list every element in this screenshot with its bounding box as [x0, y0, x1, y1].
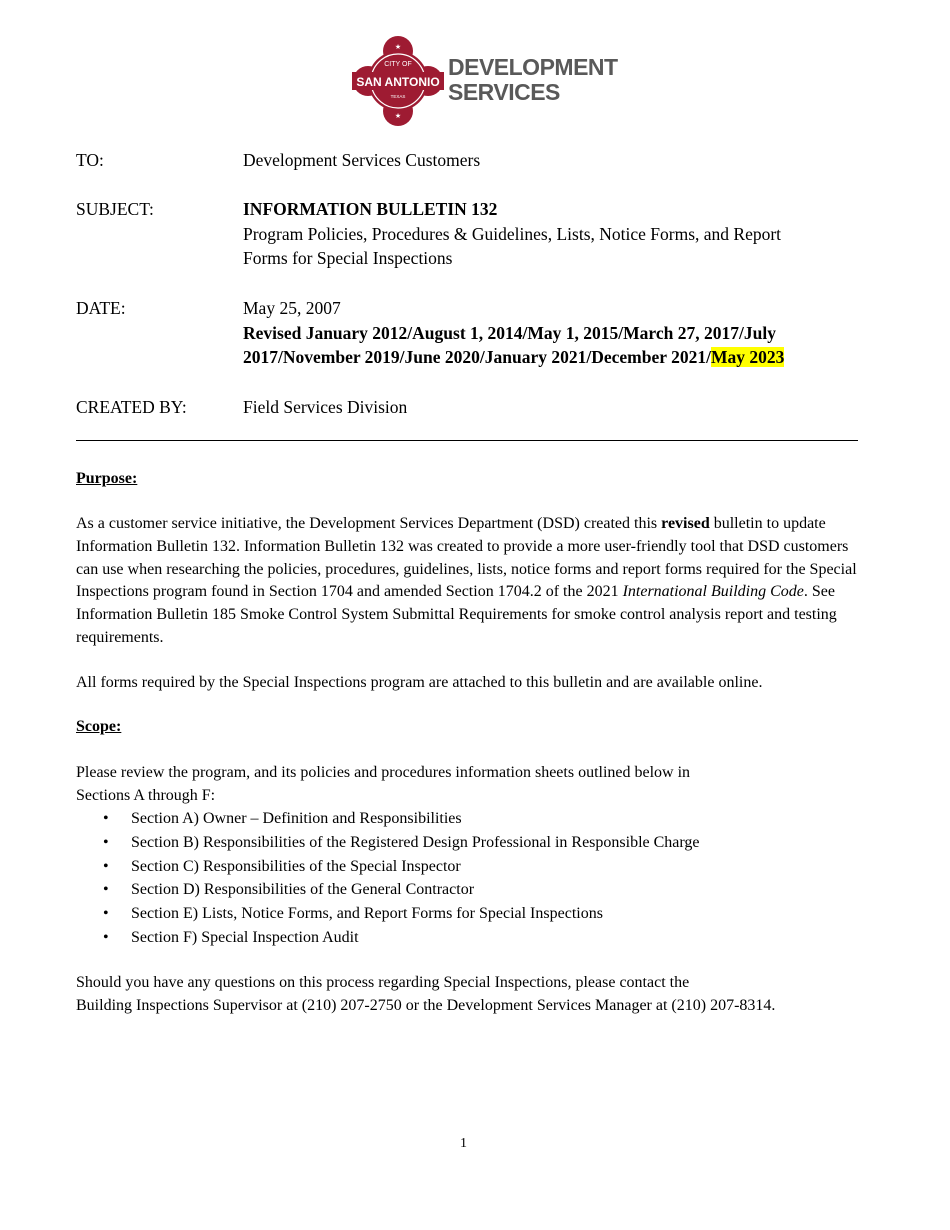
- scope-intro-line1: Please review the program, and its policies and procedures information sheets outlined below in: [76, 764, 691, 781]
- subject-value: [243, 197, 863, 271]
- svg-text:CITY OF: CITY OF: [384, 61, 412, 68]
- contact-paragraph: [76, 972, 860, 1018]
- to-value: Development Services Customers: [243, 150, 481, 170]
- header-divider: [76, 440, 858, 441]
- list-item: • Section D) Responsibilities of the General Contractor: [76, 878, 700, 902]
- list-item: • Section F) Special Inspection Audit: [76, 926, 700, 950]
- to-label: TO:: [76, 150, 104, 170]
- subject-line1: Program Policies, Procedures & Guidelines, Lists, Notice Forms, and Report: [243, 223, 782, 244]
- svg-text:★: ★: [394, 112, 402, 120]
- purpose-text-bold: revised: [661, 515, 710, 532]
- list-item: • Section E) Lists, Notice Forms, and Report Forms for Special Inspections: [76, 902, 700, 926]
- list-item: • Section B) Responsibilities of the Registered Design Professional in Responsible Charge: [76, 831, 700, 855]
- svg-text:TEXAS: TEXAS: [390, 94, 406, 99]
- list-item: • Section A) Owner – Definition and Responsibilities: [76, 807, 700, 831]
- city-seal-icon: [352, 36, 444, 126]
- purpose-text-italic: International Building Code: [622, 583, 804, 601]
- purpose-heading: Purpose:: [76, 470, 138, 487]
- purpose-text-b: bulletin to update Information Bulletin 132. Information Bulletin 132 was created to provide a more user-friendly tool that DSD customers can use when researching the policies, procedures, guidelines, lists, notice forms and report forms required for the Special Inspections program found in Section 1704 and amended Section 1704.2 of the 2021: [76, 515, 857, 601]
- date-value: [243, 296, 863, 370]
- page-number: 1: [460, 1136, 467, 1151]
- subject-label: SUBJECT:: [76, 199, 154, 219]
- subject-line2: Forms for Special Inspections: [243, 248, 453, 268]
- revised-line2: 2017/November 2019/June 2020/January 2021/December 2021/: [243, 347, 711, 367]
- created-value: Field Services Division: [243, 397, 408, 417]
- date-label: DATE:: [76, 298, 126, 318]
- purpose-text-c: . See Information Bulletin 185 Smoke Control System Submittal Requirements for smoke control analysis report and testing requirements.: [76, 583, 837, 646]
- svg-text:SAN ANTONIO: SAN ANTONIO: [356, 75, 440, 89]
- scope-heading: Scope:: [76, 718, 122, 735]
- created-label: CREATED BY:: [76, 397, 187, 417]
- purpose-forms-note: All forms required by the Special Inspections program are attached to this bulletin and are available online.: [76, 674, 763, 691]
- subject-title: INFORMATION BULLETIN 132: [243, 199, 498, 219]
- contact-line2: Building Inspections Supervisor at (210) 207-2750 or the Development Services Manager at (210) 207-8314.: [76, 996, 776, 1014]
- list-item: • Section C) Responsibilities of the Special Inspector: [76, 855, 700, 879]
- date-original: May 25, 2007: [243, 298, 341, 318]
- scope-intro: [76, 762, 860, 808]
- contact-line1: Should you have any questions on this process regarding Special Inspections, please contact the: [76, 974, 690, 991]
- logo-line2: SERVICES: [448, 79, 560, 105]
- scope-intro-line2: Sections A through F:: [76, 786, 216, 804]
- svg-text:★: ★: [394, 43, 402, 51]
- revised-highlight: May 2023: [710, 347, 785, 367]
- purpose-text-a: As a customer service initiative, the Development Services Department (DSD) created this: [76, 515, 662, 532]
- logo-wordmark: [448, 55, 618, 105]
- purpose-paragraph: [76, 513, 860, 650]
- section-list: [76, 807, 700, 950]
- dsd-logo: [352, 36, 618, 126]
- revised-line1: Revised January 2012/August 1, 2014/May 1, 2015/March 27, 2017/July: [243, 322, 776, 343]
- logo-line1: DEVELOPMENT: [448, 54, 618, 80]
